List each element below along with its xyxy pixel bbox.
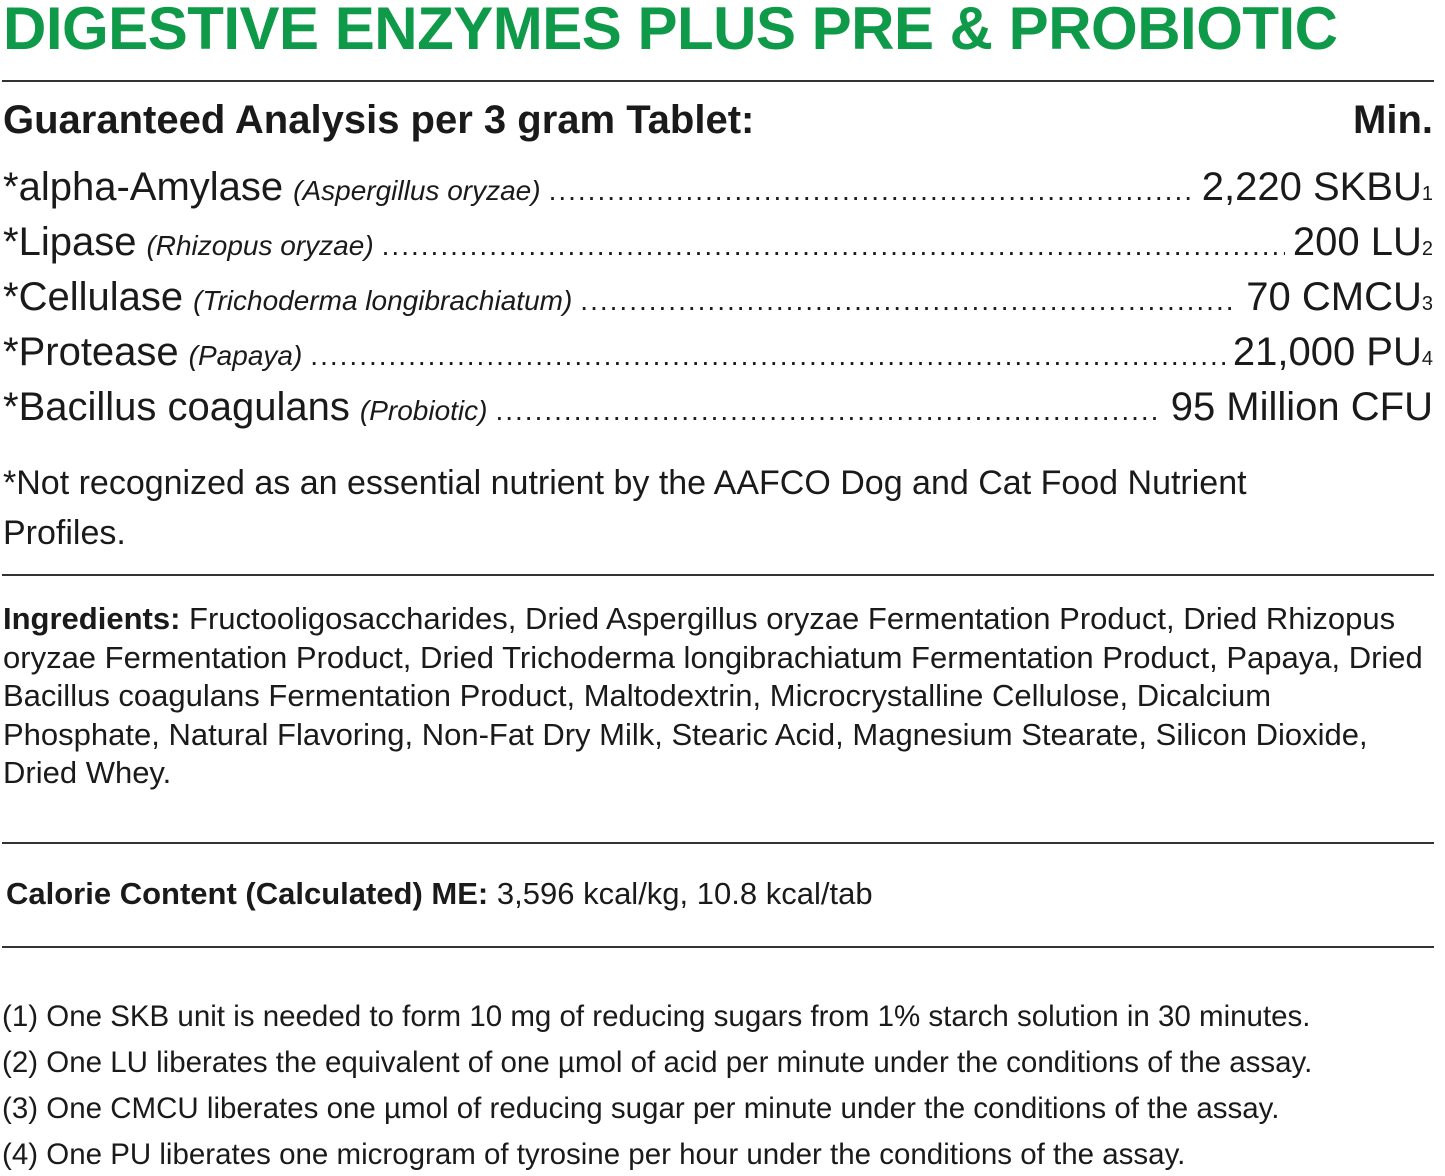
footnote: (3) One CMCU liberates one µmol of reducing sugar per minute under the conditions of the assay. xyxy=(2,1092,1280,1125)
divider xyxy=(2,842,1434,844)
calorie-label: Calorie Content (Calculated) ME: xyxy=(6,876,489,911)
calorie-text: 3,596 kcal/kg, 10.8 kcal/tab xyxy=(488,876,873,911)
analysis-row: *Lipase (Rhizopus oryzae) ..... 200 LU 2 xyxy=(3,220,1433,265)
ingredients xyxy=(3,600,1423,793)
nutrient-name: *Bacillus coagulans xyxy=(3,385,350,429)
nutrient-name: *Lipase xyxy=(3,220,137,264)
ingredients-text: Fructooligosaccharides, Dried Aspergillus oryzae Fermentation Product, Dried Rhizopus oryzae Fermentation Product, Dried Trichoderma longibrachiatum Fermentation Product, Papaya, Dried Bacillus coagulans Fermentation Product, Maltodextrin, Microcrystalline Cellulose, Dicalcium Phosphate, Natural Flavoring, Non-Fat Dry Milk, Stearic Acid, Magnesium Stearate, Silicon Dioxide, Dried Whey. xyxy=(3,601,1423,790)
nutrient-value: 2,220 SKBU xyxy=(1201,165,1422,209)
dot-leader xyxy=(495,395,1162,427)
analysis-header xyxy=(3,98,1433,143)
analysis-row: *Protease (Papaya) ..... 21,000 PU 4 xyxy=(3,330,1433,375)
ingredients-label: Ingredients: xyxy=(3,601,181,636)
footnote: (1) One SKB unit is needed to form 10 mg of reducing sugars from 1% starch solution in 30 minutes. xyxy=(2,1000,1311,1033)
nutrient-source: (Rhizopus oryzae) xyxy=(146,230,374,261)
dot-leader xyxy=(580,285,1238,317)
product-title: DIGESTIVE ENZYMES PLUS PRE & PROBIOTIC xyxy=(3,0,1338,62)
nutrient-value: 21,000 PU xyxy=(1232,330,1422,374)
divider xyxy=(2,80,1434,82)
nutrient-source: (Trichoderma longibrachiatum) xyxy=(193,285,573,316)
nutrient-value: 70 CMCU xyxy=(1246,275,1422,319)
analysis-row: *alpha-Amylase (Aspergillus oryzae) ..... 2,220 SKBU 1 xyxy=(3,165,1433,210)
nutrient-name: *alpha-Amylase xyxy=(3,165,284,209)
nutrient-source: (Probiotic) xyxy=(359,395,488,426)
dot-leader xyxy=(310,340,1225,372)
nutrient-value: 95 Million CFU xyxy=(1170,385,1433,429)
divider xyxy=(2,946,1434,948)
nutrient-name: *Cellulase xyxy=(3,275,184,319)
nutrient-source: (Papaya) xyxy=(188,340,303,371)
analysis-row: *Cellulase (Trichoderma longibrachiatum) ..... 70 CMCU 3 xyxy=(3,275,1433,320)
nutrient-source: (Aspergillus oryzae) xyxy=(293,175,541,206)
footnote: (2) One LU liberates the equivalent of one µmol of acid per minute under the conditions of the assay. xyxy=(2,1046,1313,1079)
nutrient-name: *Protease xyxy=(3,330,179,374)
calorie-content xyxy=(6,876,873,912)
analysis-heading: Guaranteed Analysis per 3 gram Tablet: xyxy=(3,98,755,142)
dot-leader xyxy=(382,230,1285,262)
dot-leader xyxy=(549,175,1194,207)
nutrient-value: 200 LU xyxy=(1292,220,1422,264)
footnote: (4) One PU liberates one microgram of tyrosine per hour under the conditions of the assay. xyxy=(2,1138,1186,1171)
divider xyxy=(2,574,1434,576)
min-label: Min. xyxy=(1353,98,1433,142)
analysis-row xyxy=(3,385,1433,430)
aafco-disclaimer: *Not recognized as an essential nutrient by the AAFCO Dog and Cat Food Nutrient Profiles. xyxy=(3,464,1247,552)
